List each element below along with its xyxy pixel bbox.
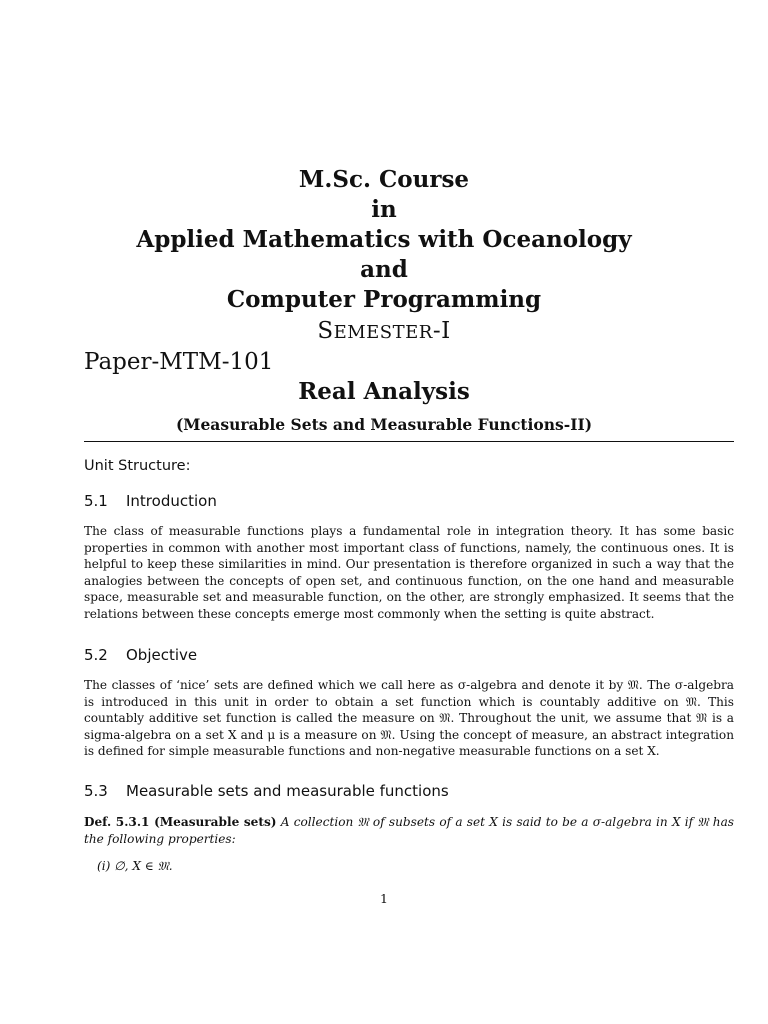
definition-text: A collection 𝔐 of subsets of a set X is said to be a σ-algebra in X if 𝔐 has the following properties: [84, 815, 734, 846]
list-item: (i) ∅, X ∈ 𝔐. [97, 859, 173, 873]
title-line-2: in [371, 196, 397, 223]
horizontal-rule [84, 441, 734, 442]
title-line-1: M.Sc. Course [298, 166, 470, 193]
subtitle: (Measurable Sets and Measurable Functions-II) [175, 415, 593, 434]
title-line-3: Applied Mathematics with Oceanology [136, 226, 632, 253]
definition-paragraph [84, 814, 734, 847]
definition-label: Def. 5.3.1 (Measurable sets) [84, 815, 277, 829]
introduction-paragraph: The class of measurable functions plays a fundamental role in integration theory. It has some basic properties in common with another most important class of functions, namely, the continuous ones. It is helpful to keep these similarities in mind. Our presentation is therefore organized in such a way that the analogies between the concepts of open set, and continuous function, on the one hand and measurable space, measurable set and measurable function, on the other, are strongly emphasized. It seems that the relations between these concepts emerge most commonly when the setting is quite abstract. [84, 524, 734, 621]
title-line-5: Computer Programming [226, 286, 542, 313]
section-heading-measurable-sets: 5.3 Measurable sets and measurable functions [84, 782, 449, 800]
objective-paragraph: The classes of ‘nice’ sets are defined which we call here as σ-algebra and denote it by 𝔐. The σ-algebra is introduced in this unit in order to obtain a set function which is countably additive on 𝔐. This countably additive set function is called the measure on 𝔐. Throughout the unit, we assume that 𝔐 is a sigma-algebra on a set X and μ is a measure on 𝔐. Using the concept of measure, an abstract integration is defined for simple measurable functions and non-negative measurable functions on a set X. [84, 678, 734, 759]
title-line-4: and [360, 256, 408, 283]
section-heading-introduction: 5.1 Introduction [84, 492, 217, 510]
unit-structure-heading: Unit Structure: [84, 458, 191, 474]
subject-title: Real Analysis [298, 378, 470, 405]
semester-label: SEMESTER-I [317, 318, 451, 344]
page-number: 1 [380, 891, 388, 906]
paper-code: Paper-MTM-101 [84, 349, 274, 375]
section-heading-objective: 5.2 Objective [84, 646, 198, 664]
